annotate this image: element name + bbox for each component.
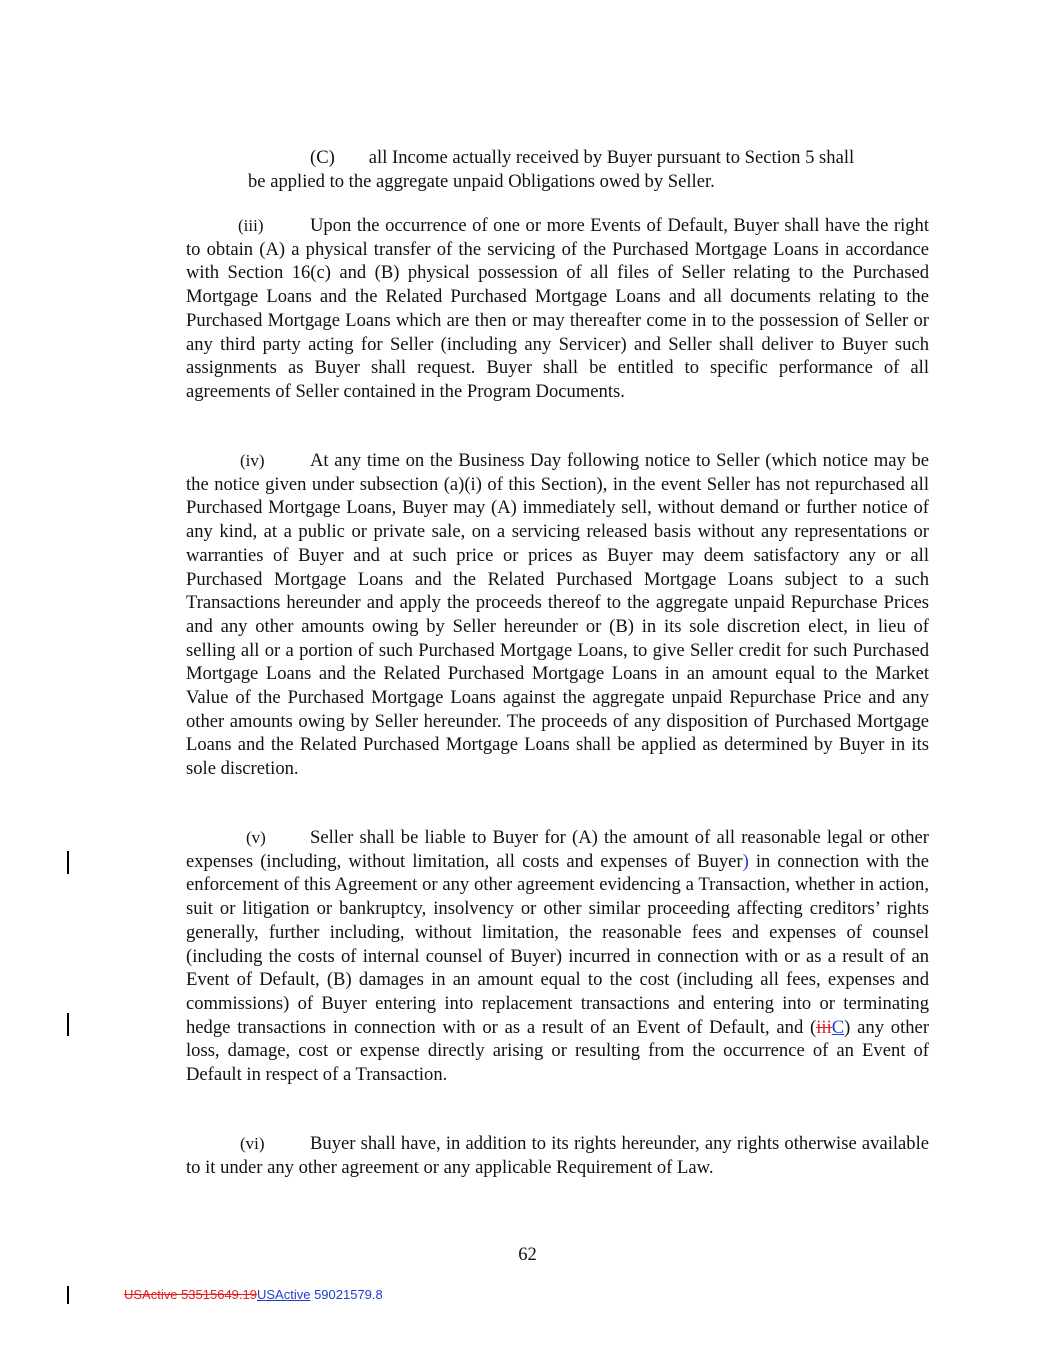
paragraph-v-text-1: Seller shall be liable to Buyer for (A) the amount of all reasonable legal or other expenses (including, without limitation, all costs and expenses of Buyer — [186, 827, 929, 872]
paragraph-iii-text: Upon the occurrence of one or more Events of Default, Buyer shall have the right to obtain (A) a physical transfer of the servicing of the Purchased Mortgage Loans in accordance with Section 16(c) and (B) physical possession of all files of Seller relating to the Purchased Mortgage Loans and the Related Purchased Mortgage Loans and all documents relating to the Purchased Mortgage Loans which are then or may thereafter come in to the possession of Seller or any third party acting for Seller (including any Servicer) and Seller shall deliver to Buyer such assignments as Buyer shall request. Buyer shall be entitled to specific performance of all agreements of Seller contained in the Program Documents. — [186, 215, 929, 402]
paragraph-iv-text: At any time on the Business Day following notice to Seller (which notice may be the notice given under subsection (a)(i) of this Section), in the event Seller has not repurchased all Purchased Mortgage Loans, Buyer may (A) immediately sell, without demand or further notice of any kind, at a public or private sale, on a servicing released basis without any representations or warranties of Buyer and at such price or prices as Buyer may deem satisfactory any or all Purchased Mortgage Loans and the Related Purchased Mortgage Loans subject to a such Transactions hereunder and apply the proceeds thereof to the aggregate unpaid Repurchase Prices and any other amounts owing by Seller hereunder or (B) in its sole discretion elect, in lieu of selling all or a portion of such Purchased Mortgage Loans, to give Seller credit for such Purchased Mortgage Loans and the Related Purchased Mortgage Loans in an amount equal to the Market Value of the Purchased Mortgage Loans against the aggregate unpaid Repurchase Price and any other amounts owing by Seller hereunder. The proceeds of any disposition of Purchased Mortgage Loans and the Related Purchased Mortgage Loans shall be applied as determined by Buyer in its sole discretion. — [186, 450, 929, 780]
paragraph-v — [186, 826, 929, 1087]
paragraph-vi — [186, 1132, 929, 1179]
inserted-text: ) — [742, 850, 749, 872]
change-bar — [67, 1013, 69, 1036]
paragraph-iii — [186, 214, 929, 404]
paragraph-c-label: (C) — [310, 147, 335, 168]
paragraph-v-text-3: ) any other loss, damage, cost or expense directly arising or resulting from the occurrence of an Event of Default in respect of a Transaction. — [186, 1016, 930, 1086]
paragraph-iv — [186, 449, 929, 781]
footer-plain-id: 59021579.8 — [310, 1287, 383, 1302]
paragraph-vi-label: (vi) — [240, 1134, 265, 1153]
footer-inserted-id: USActive — [256, 1287, 311, 1302]
paragraph-c-first-line: all Income actually received by Buyer pursuant to Section 5 shall — [368, 147, 855, 168]
paragraph-vi-text: Buyer shall have, in addition to its rights hereunder, any rights otherwise available to it under any other agreement or any applicable Requirement of Law. — [186, 1133, 929, 1178]
paragraph-v-label: (v) — [246, 828, 266, 847]
deleted-text: iii — [816, 1016, 832, 1038]
page-number: 62 — [518, 1244, 537, 1265]
paragraph-c — [248, 146, 938, 193]
paragraph-v-text-2: in connection with the enforcement of this Agreement or any other agreement evidencing a Transaction, whether in action, suit or litigation or bankruptcy, insolvency or other similar proceeding affecting creditors’ rights generally, further including, without limitation, the reasonable fees and expenses of counsel (including the costs of internal counsel of Buyer) incurred in connection with or as a result of an Event of Default, (B) damages in an amount equal to the cost (including all fees, expenses and commissions) of Buyer entering into replacement transactions and entering into or terminating hedge transactions in connection with or as a result of an Event of Default, and ( — [186, 850, 929, 1038]
footer-deleted-id: USActive 53515649.19 — [124, 1287, 257, 1302]
paragraph-c-rest: be applied to the aggregate unpaid Obligations owed by Seller. — [248, 170, 715, 192]
change-bar — [67, 851, 69, 874]
paragraph-iii-label: (iii) — [238, 216, 264, 235]
inserted-text: C — [831, 1016, 845, 1038]
change-bar — [67, 1286, 69, 1304]
document-id-footer — [124, 1287, 383, 1302]
paragraph-iv-label: (iv) — [240, 451, 265, 470]
